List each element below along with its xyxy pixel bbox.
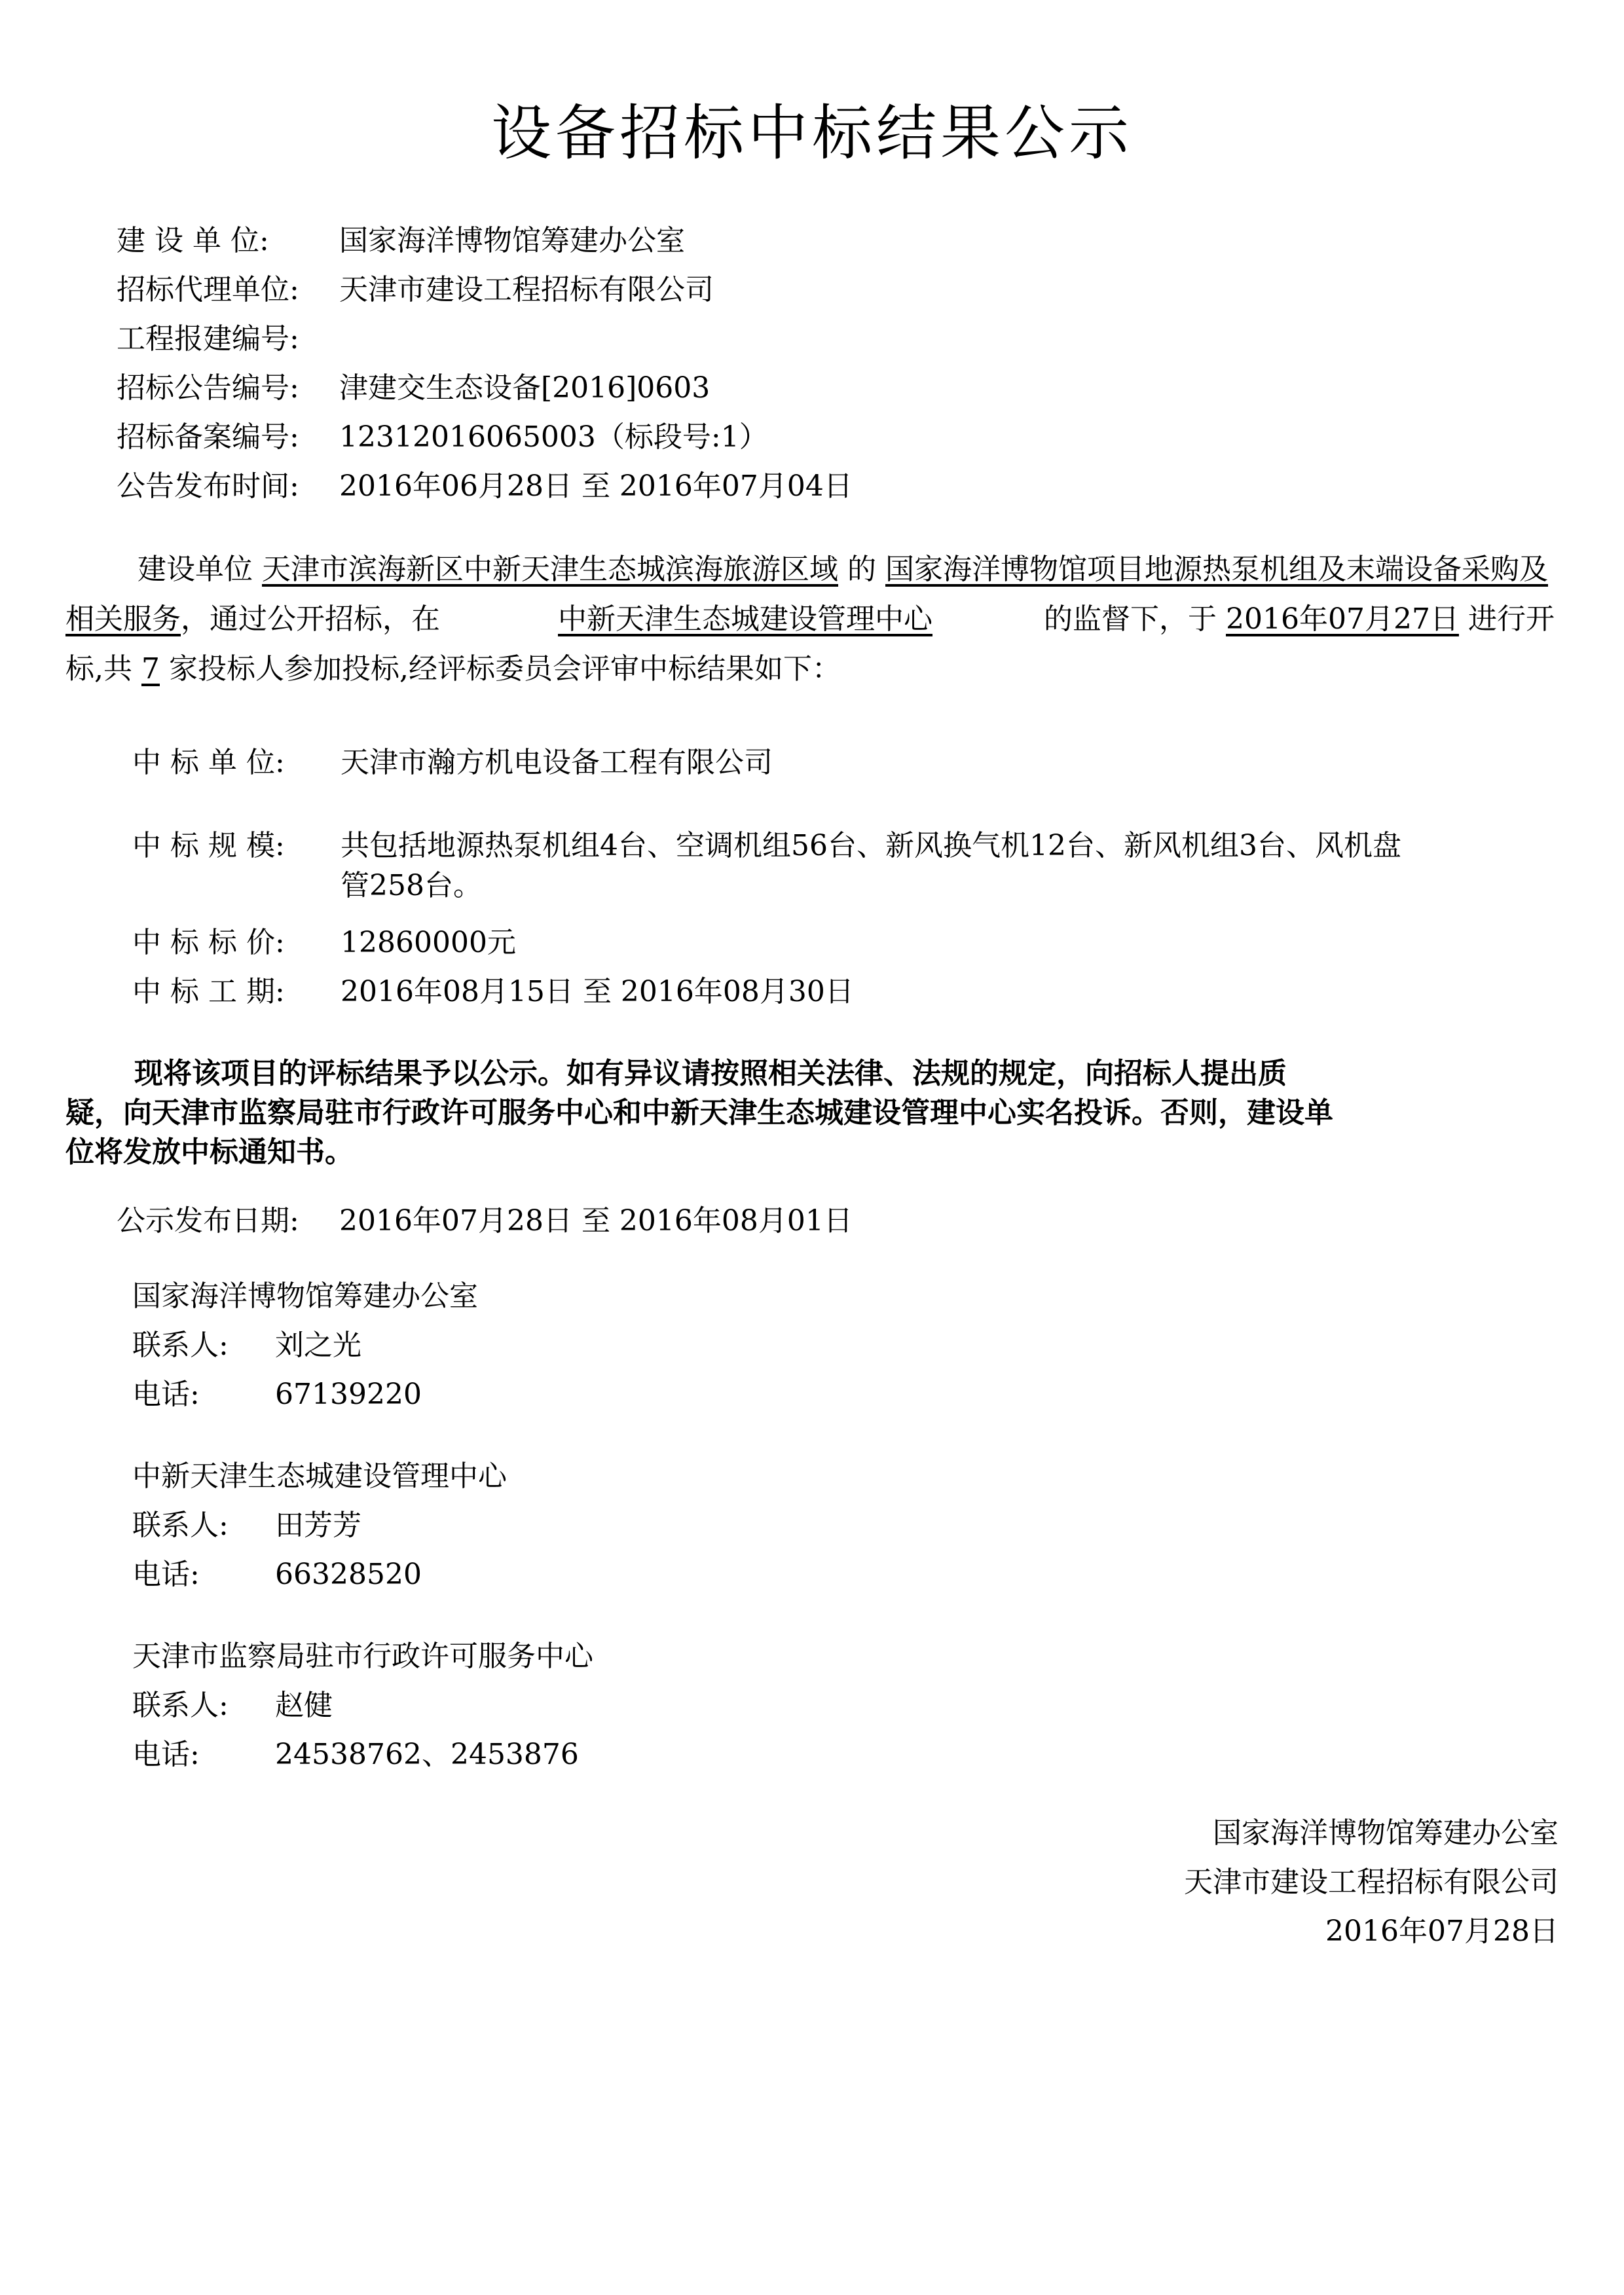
- publish-label: 公示发布日期:: [117, 1204, 299, 1238]
- contact-label: 联系人:: [132, 1329, 229, 1362]
- result-scope-row: [132, 826, 1401, 866]
- contact-label: 联系人:: [132, 1689, 229, 1722]
- intro-project: 国家海洋博物馆项目地源热泵机组及末端设备采购及相关服务: [65, 553, 1548, 636]
- result-label: 中 标 工 期:: [132, 975, 285, 1008]
- info-label: 公告发布时间:: [117, 469, 299, 503]
- info-value: 国家海洋博物馆筹建办公室: [339, 224, 685, 257]
- intro-text: 的: [847, 553, 876, 586]
- publish-date-row: [117, 1202, 853, 1241]
- result-period: 2016年08月15日 至 2016年08月30日: [341, 975, 854, 1008]
- contact-label: 电话:: [132, 1378, 200, 1411]
- contact-label: 电话:: [132, 1558, 200, 1591]
- info-label: 招标备案编号:: [117, 420, 299, 454]
- result-period-row: [132, 972, 854, 1012]
- intro-text: 建设单位: [138, 553, 253, 586]
- contact-label: 联系人:: [132, 1509, 229, 1542]
- notice-line-1: 现将该项目的评标结果予以公示。如有异议请按照相关法律、法规的规定，向招标人提出质: [134, 1057, 1287, 1090]
- intro-date: 2016年07月27日: [1226, 602, 1459, 636]
- contact-phone: 67139220: [275, 1378, 422, 1411]
- intro-paragraph: [65, 545, 1565, 694]
- result-scope: 共包括地源热泵机组4台、空调机组56台、新风换气机12台、新风机组3台、风机盘: [341, 829, 1401, 862]
- signature-date: 2016年07月28日: [1325, 1915, 1559, 1948]
- intro-bidder-count: 7: [141, 652, 160, 686]
- result-price: 12860000元: [341, 926, 516, 959]
- contact-person-row: [132, 1506, 361, 1545]
- info-value: 12312016065003（标段号:1）: [339, 420, 768, 454]
- contact-person: 赵健: [275, 1689, 333, 1722]
- contact-person: 田芳芳: [275, 1509, 361, 1542]
- contact-org: 国家海洋博物馆筹建办公室: [132, 1279, 478, 1313]
- info-label: 建 设 单 位:: [117, 224, 269, 257]
- publish-value: 2016年07月28日 至 2016年08月01日: [339, 1204, 853, 1238]
- result-scope-row-cont: [341, 866, 482, 906]
- info-row-project-no: [117, 320, 339, 359]
- info-row-agent: [117, 270, 714, 310]
- info-row-record-no: [117, 418, 768, 457]
- contact-phone-row: [132, 1375, 422, 1414]
- result-winner: 天津市瀚方机电设备工程有限公司: [341, 746, 773, 779]
- info-label: 招标公告编号:: [117, 371, 299, 405]
- info-row-notice-no: [117, 369, 710, 408]
- result-label: 中 标 标 价:: [132, 926, 285, 959]
- intro-location: 天津市滨海新区中新天津生态城滨海旅游区域: [262, 553, 838, 586]
- contact-phone: 24538762、2453876: [275, 1738, 579, 1771]
- info-value: 2016年06月28日 至 2016年07月04日: [339, 469, 853, 503]
- contact-phone-row: [132, 1735, 579, 1774]
- notice-line-2: 疑，向天津市监察局驻市行政许可服务中心和中新天津生态城建设管理中心实名投诉。否则，建设单: [65, 1096, 1333, 1129]
- intro-text: 家投标人参加投标,经评标委员会评审中标结果如下：: [169, 652, 841, 686]
- info-label: 工程报建编号:: [117, 322, 299, 356]
- result-label: 中 标 规 模:: [132, 829, 285, 862]
- contact-person-row: [132, 1686, 333, 1725]
- info-value: 天津市建设工程招标有限公司: [339, 273, 714, 306]
- notice-line-3: 位将发放中标通知书。: [65, 1135, 354, 1169]
- signature-org-2: 天津市建设工程招标有限公司: [1184, 1865, 1559, 1899]
- contact-label: 电话:: [132, 1738, 200, 1771]
- page-title: 设备招标中标结果公示: [490, 98, 1133, 168]
- intro-text: 进行开标,共: [65, 602, 1555, 686]
- contact-org: 天津市监察局驻市行政许可服务中心: [132, 1640, 593, 1673]
- result-price-row: [132, 923, 516, 963]
- contact-person-row: [132, 1326, 361, 1365]
- signature-org-1: 国家海洋博物馆筹建办公室: [1213, 1816, 1559, 1850]
- intro-text: 的监督下，于: [1044, 602, 1217, 636]
- info-row-publish-time: [117, 467, 853, 506]
- result-winner-row: [132, 743, 773, 782]
- contact-phone: 66328520: [275, 1558, 422, 1591]
- intro-text: ，通过公开招标，在: [181, 602, 440, 636]
- result-scope-cont: 管258台。: [341, 869, 482, 902]
- contact-org: 中新天津生态城建设管理中心: [132, 1460, 507, 1493]
- contact-person: 刘之光: [275, 1329, 361, 1362]
- info-value: 津建交生态设备[2016]0603: [339, 371, 710, 405]
- result-label: 中 标 单 位:: [132, 746, 285, 779]
- info-label: 招标代理单位:: [117, 273, 299, 306]
- contact-phone-row: [132, 1555, 422, 1594]
- intro-supervisor: 中新天津生态城建设管理中心: [558, 602, 932, 636]
- info-row-builder: [117, 221, 685, 261]
